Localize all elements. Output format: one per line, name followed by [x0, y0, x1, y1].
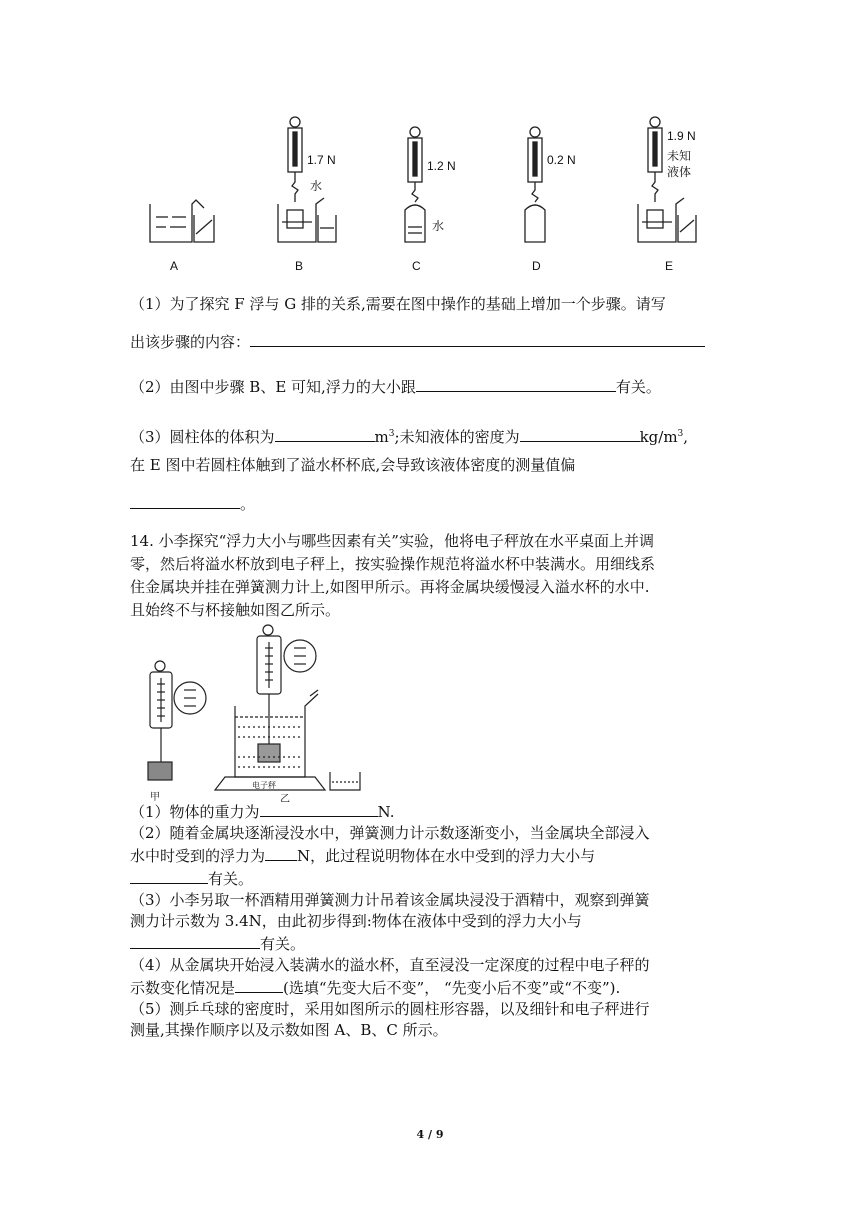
q14-s5-line2: 测量,其操作顺序以及示数如图 A、B、C 所示。 [130, 1021, 448, 1039]
q13-part1-line1: （1）为了探究 F 浮与 G 排的关系,需要在图中操作的基础上增加一个步骤。请写 [130, 295, 666, 313]
label-d: D [532, 259, 541, 273]
answer-blank-6[interactable] [260, 800, 378, 817]
q14-s2-prefix: 水中时受到的浮力为 [130, 847, 266, 865]
q14-s4-prefix: 示数变化情况是 [130, 979, 236, 997]
q13-part3-line3 [130, 492, 255, 514]
answer-blank-10[interactable] [235, 976, 283, 993]
q13-part2-suffix: 有关。 [615, 378, 661, 396]
scale-label: 电子秤 [252, 781, 276, 790]
setup-c [405, 127, 425, 242]
q13-part3-period: 。 [240, 495, 256, 513]
experiment-figure-2 [140, 622, 370, 802]
q14-s2-suffix: 有关。 [208, 870, 254, 888]
answer-blank-1[interactable] [250, 330, 705, 347]
setup-b [278, 117, 336, 242]
water-label-b: 水 [310, 179, 323, 193]
q14-s1-suffix: N. [377, 803, 395, 821]
water-label-c: 水 [432, 219, 445, 233]
q14-s4-line1: （4）从金属块开始浸入装满水的溢水杯，直至浸没一定深度的过程中电子秤的 [130, 956, 650, 974]
q14-s1-prefix: （1）物体的重力为 [130, 803, 260, 821]
q13-part1-line2 [130, 330, 705, 352]
label-a: A [170, 259, 179, 273]
fig-label-jia: 甲 [150, 792, 160, 802]
q14-intro-line2: 零，然后将溢水杯放到电子秤上，按实验操作规范将溢水杯中装满水。用细线系 [130, 555, 656, 573]
q14-s1 [130, 800, 730, 823]
setup-a [150, 200, 214, 242]
setup-d [525, 127, 545, 242]
label-e: E [665, 259, 674, 273]
q14-s2-line2 [130, 844, 730, 867]
unknown-liquid-label-1: 未知 [667, 149, 692, 163]
q13-part3-line1 [130, 424, 688, 447]
page-number: 4 / 9 [416, 1128, 444, 1141]
answer-blank-8[interactable] [130, 867, 208, 884]
reading-d: 0.2 N [547, 153, 576, 167]
q14-s3-line3 [130, 932, 730, 955]
q14-s4-options: (选填“先变大后不变”， “先变小后不变”或“不变”). [283, 979, 621, 997]
answer-blank-3[interactable] [275, 425, 375, 442]
reading-b: 1.7 N [307, 153, 336, 167]
q13-part1-prefix: 出该步骤的内容： [130, 333, 251, 351]
q13-part2 [130, 375, 661, 397]
label-b: B [295, 259, 304, 273]
q13-part3-line2: 在 E 图中若圆柱体触到了溢水杯杯底,会导致该液体密度的测量值偏 [130, 456, 576, 474]
unknown-liquid-label-2: 液体 [667, 165, 692, 179]
reading-c: 1.2 N [427, 159, 456, 173]
q14-s3-line2: 测力计示数为 3.4N，由此初步得到:物体在液体中受到的浮力大小与 [130, 912, 582, 930]
q13-part3-comma: , [683, 428, 689, 446]
q13-part3-mid: ;未知液体的密度为 [394, 428, 520, 446]
q13-part3-unit-m: m [374, 428, 389, 446]
q14-intro-line1: 14. 小李探究“浮力大小与哪些因素有关”实验，他将电子秤放在水平桌面上并调 [130, 532, 654, 550]
fig-label-yi: 乙 [280, 794, 290, 802]
q14-intro-line4: 且始终不与杯接触如图乙所示。 [130, 601, 341, 619]
q14-intro [130, 530, 730, 622]
q14-subquestions [130, 800, 730, 1041]
q13-part3-prefix: （3）圆柱体的体积为 [130, 428, 275, 446]
answer-blank-9[interactable] [130, 932, 260, 949]
q14-s5-line1: （5）测乒乓球的密度时，采用如图所示的圆柱形容器，以及细针和电子秤进行 [130, 1000, 650, 1018]
answer-blank-4[interactable] [520, 425, 640, 442]
label-c: C [412, 259, 421, 273]
answer-blank-5[interactable] [130, 492, 240, 509]
reading-e: 1.9 N [667, 129, 696, 143]
q14-s2-line3 [130, 867, 730, 890]
answer-blank-2[interactable] [416, 375, 616, 392]
experiment-figure-1 [130, 112, 730, 277]
q14-s2-mid: N，此过程说明物体在水中受到的浮力大小与 [297, 847, 596, 865]
q14-s3-suffix: 有关。 [260, 935, 306, 953]
q14-s2-line1: （2）随着金属块逐渐浸没水中，弹簧测力计示数逐渐变小，当金属块全部浸入 [130, 824, 650, 842]
q13-part2-prefix: （2）由图中步骤 B、E 可知,浮力的大小跟 [130, 378, 416, 396]
q14-s3-line1: （3）小李另取一杯酒精用弹簧测力计吊着该金属块浸没于酒精中，观察到弹簧 [130, 891, 650, 909]
answer-blank-7[interactable] [265, 844, 297, 861]
q13-part3-unit-kg: kg/m [639, 428, 678, 446]
q14-s4-line2 [130, 976, 730, 999]
q13-part3-sup1: 3 [388, 429, 395, 439]
q13-part3-sup2: 3 [677, 429, 684, 439]
q14-intro-line3: 住金属块并挂在弹簧测力计上,如图甲所示。再将金属块缓慢浸入溢水杯的水中. [130, 578, 650, 596]
